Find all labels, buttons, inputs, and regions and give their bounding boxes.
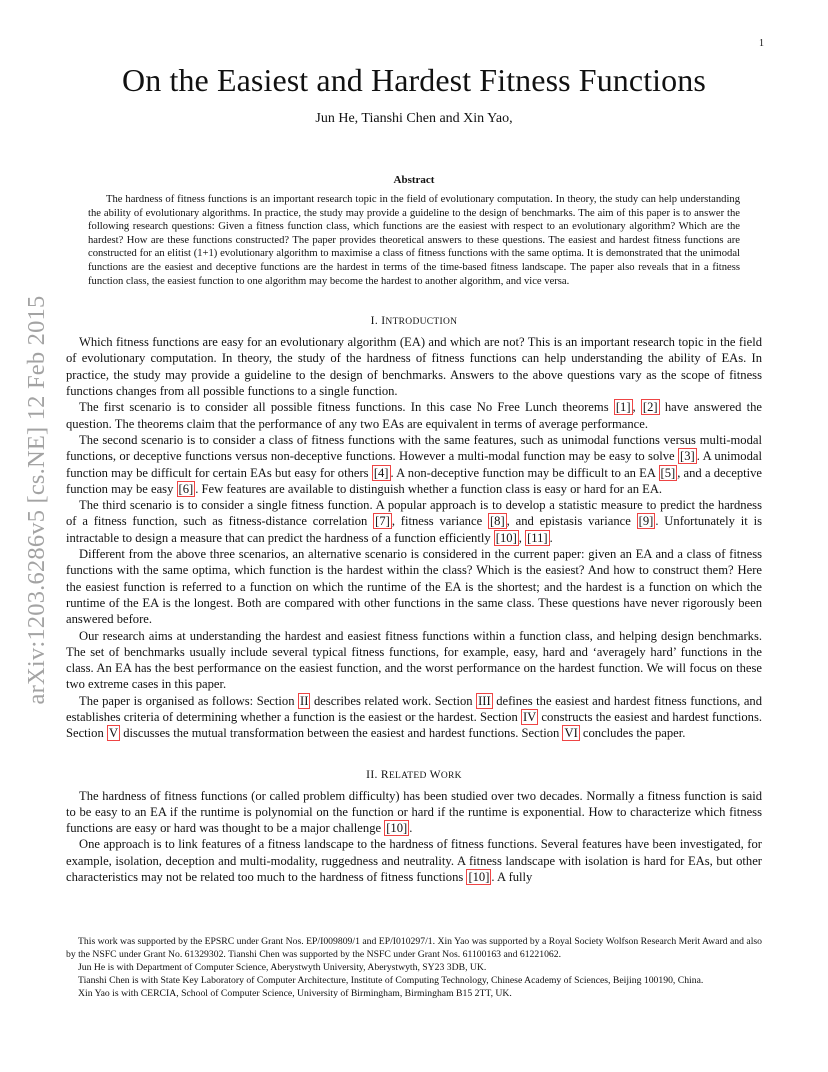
citation-link[interactable]: [6] [178, 481, 194, 496]
section-initial: R [380, 767, 389, 781]
citation-link[interactable]: VI [564, 726, 578, 741]
related-work-body [66, 788, 762, 886]
citation-link[interactable]: [7] [375, 514, 390, 529]
citation-link[interactable]: [10] [468, 870, 490, 885]
citation-link[interactable]: [3] [680, 449, 695, 464]
citation-link[interactable]: [5] [660, 465, 676, 480]
citation-link[interactable]: III [478, 693, 491, 708]
citation-link[interactable]: [2] [642, 400, 658, 415]
citation-link[interactable]: II [300, 693, 309, 708]
citation-link[interactable]: IV [522, 709, 537, 724]
arxiv-stamp-text: arXiv:1203.6286v5 [cs.NE] 12 Feb 2015 [23, 295, 50, 705]
citation-link[interactable]: [8] [489, 514, 505, 529]
introduction-body [66, 334, 762, 741]
body-paragraph: The second scenario is to consider a class of fitness functions with the same features, such as unimodal functions versus multi-modal functions, or deceptive functions versus non-deceptive functions. However a multi-modal function may be easy to solve [3] . A unimodal function may be difficult for certain EAs but easy for others [4] . A non-deceptive function may be difficult to an EA [5] , and a deceptive function may be easy [6] . Few features are available to distinguish whether a function class is easy or hard for an EA. [66, 432, 763, 496]
paper-body [66, 62, 762, 885]
body-paragraph: Our research aims at understanding the hardest and easiest fitness functions within a function class, and helping design benchmarks. The set of benchmarks usually include several typical fitness functions, for example, easy, hard and ‘averagely hard’ functions in the class. An EA has the best performance on the easiest function, and the worst performance on the hardest function. We will focus on these two extreme cases in this paper. [66, 628, 762, 692]
abstract-text: The hardness of fitness functions is an important research topic in the field of evolutionary computation. In theory, the study can help understanding the ability of evolutionary algorithms. In practice, the study may provide a guideline to the design of benchmarks. The aim of this paper is to answer the following research questions: Given a fitness function class, which functions are the easiest with respect to an evolutionary algorithm? Which are the hardest? How are these functions constructed? The paper provides theoretical answers to these questions. The easiest and hardest fitness functions are constructed for an elitist (1+1) evolutionary algorithm to maximise a class of fitness functions with the same optima. It is demonstrated that the unimodal functions are the easiest and deceptive functions are the hardest in terms of the time-based fitness landscape. The paper also reveals that in a fitness function class, the easiest function to one algorithm may become the hardest to another algorithm, and vice versa. [88, 194, 740, 287]
author-list: Jun He, Tianshi Chen and Xin Yao, [315, 111, 513, 126]
abstract-heading: Abstract [393, 174, 435, 186]
footnote-affiliation: Xin Yao is with CERCIA, School of Computer Science, University of Birmingham, Birmingham B15 2TT, UK. [78, 988, 512, 999]
paper-title: On the Easiest and Hardest Fitness Functions [122, 62, 706, 98]
body-paragraph: The third scenario is to consider a single fitness function. A popular approach is to develop a statistic measure to predict the hardness of a fitness function, such as fitness-distance correlation [7] , fitness variance [8] , and epistasis variance [9] . Unfortunately it is intractable to design a measure that can predict the hardness of a function efficiently [10] , [11] . [66, 498, 762, 545]
body-paragraph: One approach is to link features of a fitness landscape to the hardness of fitness functions. Several features have been investigated, for example, isolation, deception and multi-modality, ruggedness and neutrality. A fitness landscape with isolation is hard for EAs, but other characteristics may not be related too much to the hardness of fitness functions [10] . A fully [66, 837, 762, 885]
footnotes [66, 935, 762, 1000]
section-numeral: II. [366, 767, 378, 781]
footnote-funding: This work was supported by the EPSRC under Grant Nos. EP/I009809/1 and EP/I010297/1. Xin Yao was supported by a Royal Society Wolfson Research Merit Award and also by the NSFC under Grant No. 61329302. Tianshi Chen was supported by the NSFC under Grant Nos. 61100163 and 61221062. [66, 936, 762, 960]
section-rest: ELATED [388, 770, 427, 781]
body-paragraph: The first scenario is to consider all possible fitness functions. In this case No Free Lunch theorems [1] , [2] have answered the question. The theorems claim that the performance of any two EAs are equivalent in terms of average performance. [66, 400, 762, 431]
arxiv-stamp [20, 262, 54, 738]
citation-link[interactable]: [11] [527, 530, 548, 545]
section-initial: W [429, 767, 441, 781]
citation-link[interactable]: [4] [373, 465, 389, 480]
footnote-affiliation: Tianshi Chen is with State Key Laboratory of Computer Architecture, Institute of Computing Technology, Chinese Academy of Sciences, Beijing 100190, China. [78, 975, 704, 986]
footnote-affiliation: Jun He is with Department of Computer Science, Aberystwyth University, Aberystwyth, SY23 3DB, UK. [78, 962, 487, 973]
section-rest: NTRODUCTION [385, 317, 458, 328]
section-heading-related-work [66, 768, 762, 781]
section-heading-introduction [66, 314, 762, 327]
body-paragraph: Which fitness functions are easy for an evolutionary algorithm (EA) and which are not? This is an important research topic in the field of evolutionary computation. In theory, the study of the hardness of fitness functions can help understanding the ability of EAs. In practice, the study may provide a guideline to the design of benchmarks. Answers to the above questions vary as the scope of fitness functions changes from all possible functions to a single function. [66, 335, 762, 399]
section-numeral: I. [370, 314, 379, 328]
citation-link[interactable]: [10] [495, 530, 517, 545]
section-initial: I [381, 314, 386, 328]
body-paragraph: Different from the above three scenarios, an alternative scenario is considered in the current paper: given an EA and a class of fitness functions with the same optima, which function is the hardest within the class? Which is the easiest? And how to construct them? Here the easiest function is referred to a function on which the runtime of the EA is the shortest; and the hardest is a function on which the runtime of the EA is the longest. Both are compared with other functions in the same class. These questions have never rigorously been answered before. [66, 547, 762, 627]
citation-link[interactable]: [10] [386, 821, 408, 836]
body-paragraph: The hardness of fitness functions (or called problem difficulty) has been studied over two decades. Normally a fitness function is said to be easy to an EA if the runtime is polynomial on the function or hard if the runtime is exponential. How to characterize which fitness functions are easy or hard was thought to be a major challenge [10] . [66, 788, 762, 836]
citation-link[interactable]: [1] [615, 400, 631, 415]
citation-link[interactable]: V [108, 726, 119, 741]
section-rest: ORK [440, 770, 462, 781]
page-number: 1 [759, 38, 764, 49]
body-paragraph: The paper is organised as follows: Section II describes related work. Section III defines the easiest and hardest fitness functions, and establishes criteria of determining whether a function is the easiest or the hardest. Section IV constructs the easiest and hardest functions. Section V discusses the mutual transformation between the easiest and hardest functions. Section VI concludes the paper. [66, 693, 762, 741]
citation-link[interactable]: [9] [638, 514, 654, 529]
